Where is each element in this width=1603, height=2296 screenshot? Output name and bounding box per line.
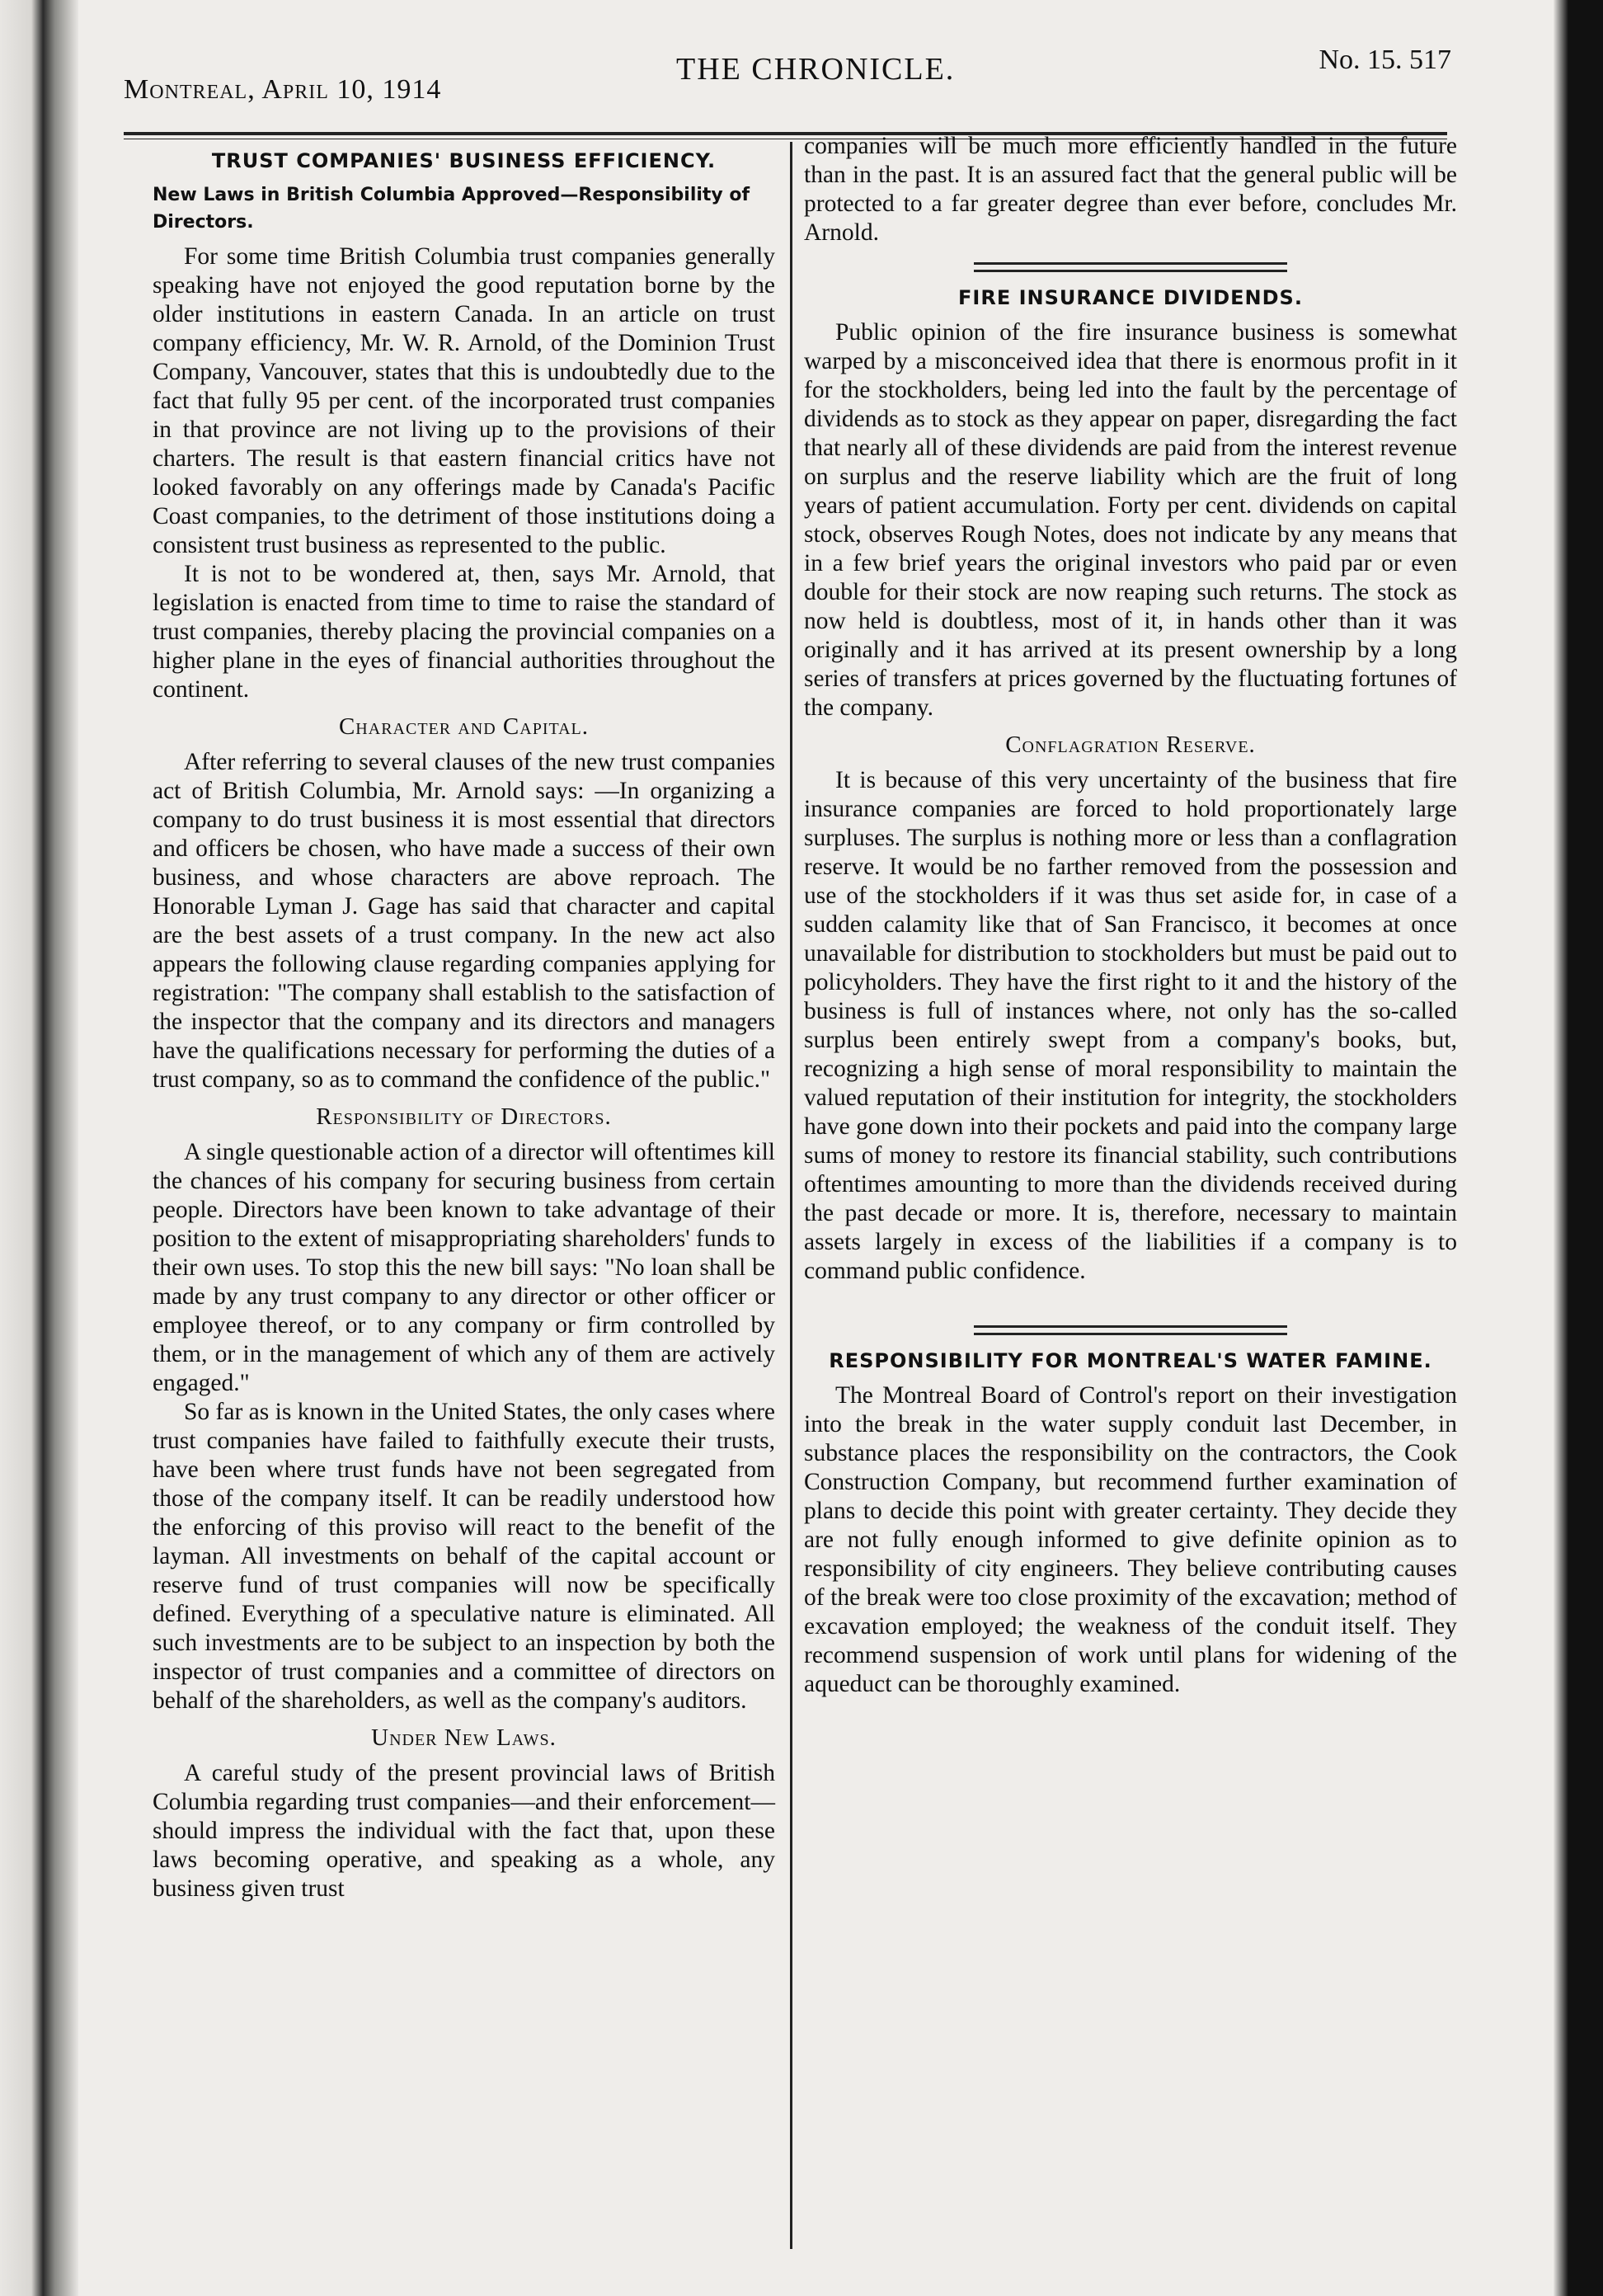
right-column <box>804 132 1457 1699</box>
paragraph: So far as is known in the United States, the only cases where trust companies have failed to faithfully execute their trusts, have been where trust funds have not been segregated from those of the company itself. It can be readily understood how the enforcing of this proviso will react to the benefit of the layman. All investments on behalf of the capital account or reserve fund of trust companies will now be specifically defined. Everything of a speculative nature is eliminated. All such investments are to be subject to an inspection by both the inspector of trust companies and a committee of directors on behalf of the shareholders, as well as the company's auditors. <box>153 1399 775 1714</box>
article-headline-water-famine: RESPONSIBILITY FOR MONTREAL'S WATER FAMINE. <box>829 1349 1432 1372</box>
paragraph: It is because of this very uncertainty of the business that fire insurance companies are forced to hold proportionately large surpluses. The surplus is nothing more or less than a conflagration reserve. It would be no farther removed from the possession and use of the stockholders if it was thus set aside for, in case of a sudden calamity like that of San Francisco, it becomes at once unavailable for distribution to stockholders but must be paid out to policyholders. They have the first right to it and the history of the business is full of instances where, not only has the so-called surplus been entirely swept from a company's books, but, recognizing a high sense of moral responsibility to maintain the valued reputation of their institution for integrity, the stockholders have gone down into their pockets and paid into the company large sums of money to restore its financial stability, such contributions oftentimes amounting to more than the dividends received during the past decade or more. It is, therefore, necessary to maintain assets largely in excess of the liabilities if a company is to command public confidence. <box>804 767 1457 1284</box>
paragraph: The Montreal Board of Control's report on their investigation into the break in the water supply conduit last December, in substance places the responsibility on the contractors, the Cook Construction Company, but recommend further examination of plans to decide this point with greater certainty. They decide they are not fully enough informed to give definite opinion as to responsibility of city engineers. They believe contributing causes of the break were too close proximity of the excavation; method of excavation employed; the weakness of the conduit itself. They recommend suspension of work until plans for widening of the aqueduct can be thoroughly examined. <box>804 1382 1457 1697</box>
header-publication-title: THE CHRONICLE. <box>676 52 956 87</box>
article-separator-rule <box>974 1325 1287 1335</box>
article-headline-trust-companies: TRUST COMPANIES' BUSINESS EFFICIENCY. <box>211 149 717 172</box>
paragraph-continued: companies will be much more efficiently handled in the future than in the past. It is an assured fact that the general public will be protected to a far greater degree than ever before, concludes Mr. Arnold. <box>804 133 1457 246</box>
header-issue-page-number: No. 15. 517 <box>1319 45 1451 75</box>
page-header <box>124 41 1451 124</box>
article-headline-fire-insurance: FIRE INSURANCE DIVIDENDS. <box>958 286 1303 309</box>
left-column <box>153 147 775 1903</box>
page-right-edge <box>1554 0 1603 2296</box>
section-heading-character-capital: Character and Capital. <box>338 713 590 740</box>
section-heading-under-new-laws: Under New Laws. <box>371 1724 557 1751</box>
section-heading-responsibility-directors: Responsibility of Directors. <box>316 1103 612 1130</box>
article-subheadline: New Laws in British Columbia Approved—Responsibility of Directors. <box>153 185 750 233</box>
paragraph: A careful study of the present provincial laws of British Columbia regarding trust companies—and their enforcement—should impress the individual with the fact that, upon these laws becoming operative, and speaking as a whole, any business given trust <box>153 1760 775 1902</box>
paragraph: For some time British Columbia trust companies generally speaking have not enjoyed the good reputation borne by the older institutions in eastern Canada. In an article on trust company efficiency, Mr. W. R. Arnold, of the Dominion Trust Company, Vancouver, states that this is undoubtedly due to the fact that fully 95 per cent. of the incorporated trust companies in that province are not living up to the provisions of their charters. The result is that eastern financial critics have not looked favorably on any offerings made by Canada's Pacific Coast companies, to the detriment of those institutions doing a consistent trust business as represented to the public. <box>153 243 775 558</box>
paragraph: A single questionable action of a director will oftentimes kill the chances of his company for securing business from certain people. Directors have been known to take advantage of their position to the extent of misappropriating shareholders' funds to their own uses. To stop this the new bill says: "No loan shall be made by any trust company to any director or other officer or employee thereof, or to any company or firm controlled by them, or in the management of which any of them are actively engaged." <box>153 1139 775 1396</box>
section-heading-conflagration-reserve: Conflagration Reserve. <box>1005 732 1256 758</box>
header-dateline: Montreal, April 10, 1914 <box>124 74 442 105</box>
page-binding-edge <box>0 0 78 2296</box>
paragraph: It is not to be wondered at, then, says Mr. Arnold, that legislation is enacted from time to time to raise the standard of trust companies, thereby placing the provincial companies on a higher plane in the eyes of financial authorities throughout the continent. <box>153 561 775 703</box>
spacer <box>804 1286 1457 1310</box>
column-divider <box>790 142 792 2249</box>
article-separator-rule <box>974 262 1287 272</box>
paragraph: After referring to several clauses of the new trust companies act of British Columbia, Mr. Arnold says: —In organizing a company to do trust business it is most essential that directors and officers be chosen, who have made a success of their own business, and whose characters are above reproach. The Honorable Lyman J. Gage has said that character and capital are the best assets of a trust company. In the new act also appears the following clause regarding companies applying for registration: "The company shall establish to the satisfaction of the inspector that the company and its directors and managers have the qualifications necessary for performing the duties of a trust company, so as to command the confidence of the public." <box>153 749 775 1093</box>
paragraph: Public opinion of the fire insurance business is somewhat warped by a misconceived idea that there is enormous profit in it for the stockholders, being led into the fault by the percentage of dividends as to stock as they appear on paper, disregarding the fact that nearly all of these dividends are paid from the interest revenue on surplus and the reserve liability which are the fruit of long years of patient accumulation. Forty per cent. dividends on capital stock, observes Rough Notes, does not indicate by any means that in a few brief years the original investors who paid par or even double for their stock are now reaping such returns. The stock as now held is doubtless, most of it, in hands other than it was originally and it has arrived at its present ownership by a long series of transfers at prices governed by the fluctuating fortunes of the company. <box>804 319 1457 721</box>
